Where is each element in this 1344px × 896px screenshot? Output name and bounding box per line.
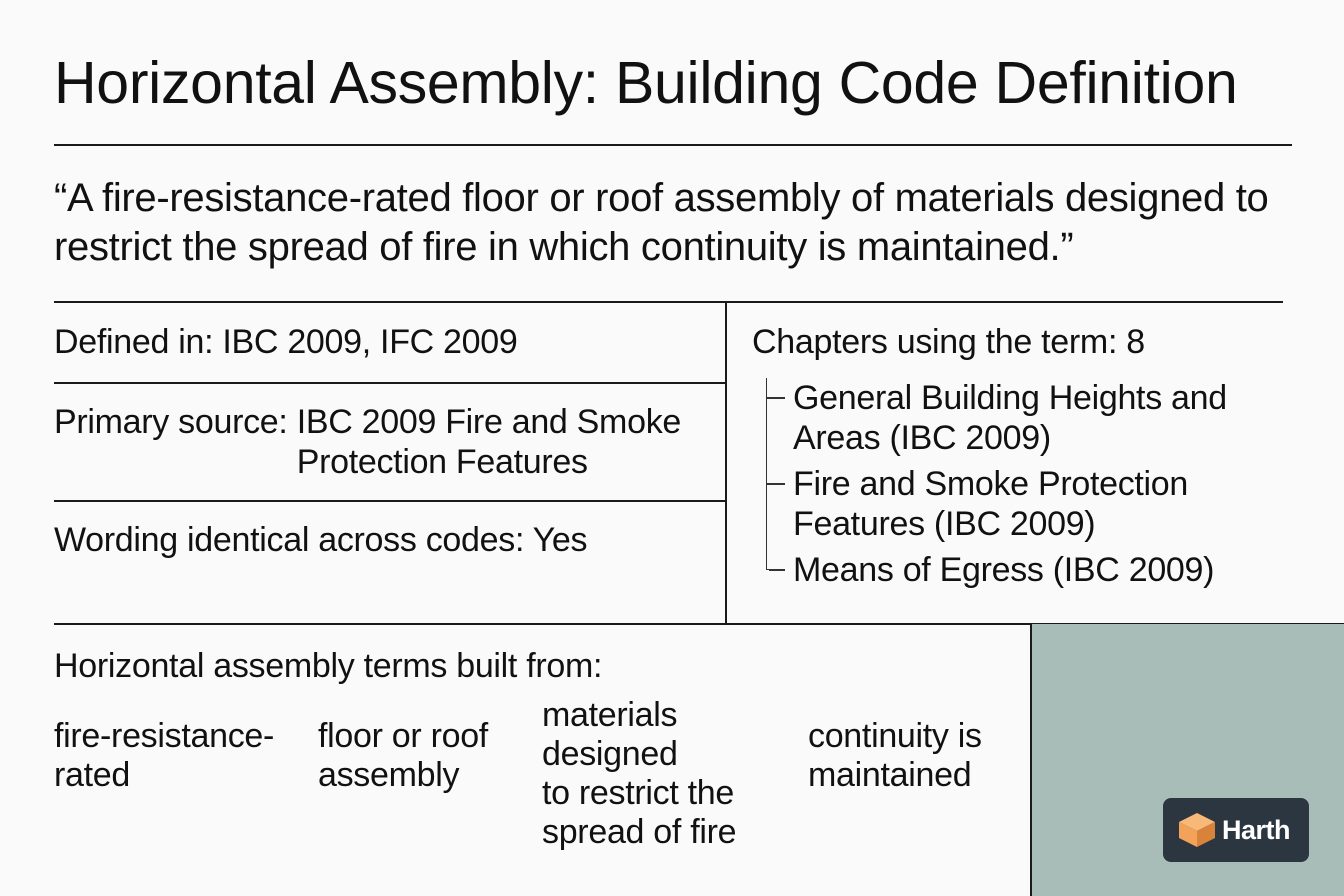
- chapters-heading: Chapters using the term: 8: [752, 323, 1145, 361]
- column-divider: [725, 302, 727, 624]
- field-divider: [54, 500, 726, 502]
- chapters-list: [766, 378, 1287, 596]
- term-line: maintained: [808, 756, 972, 794]
- tree-branch: [767, 483, 785, 485]
- title-divider: [54, 144, 1292, 146]
- terms-label: Horizontal assembly terms built from:: [54, 647, 603, 685]
- primary-source-value-line: Protection Features: [296, 443, 588, 481]
- term-line: spread of fire: [542, 813, 737, 851]
- primary-source-field: [54, 402, 681, 482]
- chapter-item-line: Fire and Smoke Protection: [793, 465, 1189, 503]
- harth-logo-icon: [1177, 811, 1217, 849]
- page-title: Horizontal Assembly: Building Code Definition: [54, 50, 1238, 116]
- term-continuity-maintained: [808, 717, 1018, 795]
- term-floor-or-roof-assembly: [318, 717, 528, 795]
- primary-source-label: Primary source:: [54, 403, 297, 441]
- term-fire-resistance-rated: [54, 717, 304, 795]
- chapter-item: [767, 378, 1287, 458]
- definition-quote: “A fire-resistance-rated floor or roof assembly of materials designed to restrict the spread of fire in which continuity is maintained.”: [54, 176, 1269, 269]
- term-line: fire-resistance-: [54, 717, 275, 755]
- term-line: to restrict the: [542, 774, 735, 812]
- term-materials-designed: [542, 696, 782, 852]
- chapter-item-line: Features (IBC 2009): [793, 505, 1096, 543]
- term-line: rated: [54, 756, 130, 794]
- primary-source-value-line: IBC 2009 Fire and Smoke: [296, 403, 682, 441]
- tree-branch: [767, 397, 785, 399]
- logo-text: Harth: [1222, 814, 1291, 845]
- chapter-item-line: Areas (IBC 2009): [793, 419, 1051, 457]
- term-line: designed: [542, 735, 678, 773]
- field-divider: [54, 382, 726, 384]
- chapter-item: [767, 464, 1287, 544]
- term-line: materials: [542, 696, 678, 734]
- term-line: assembly: [318, 756, 460, 794]
- term-line: floor or roof: [318, 717, 488, 755]
- chapter-item-line: Means of Egress (IBC 2009): [793, 551, 1215, 589]
- tree-branch: [767, 569, 785, 571]
- harth-logo: [1163, 798, 1309, 862]
- quote-divider: [54, 301, 1283, 303]
- defined-in-field: Defined in: IBC 2009, IFC 2009: [54, 323, 518, 361]
- wording-identical-field: Wording identical across codes: Yes: [54, 521, 588, 559]
- chapter-item-line: General Building Heights and: [793, 379, 1227, 417]
- term-line: continuity is: [808, 717, 982, 755]
- chapter-item: [767, 550, 1287, 590]
- primary-source-value: [297, 402, 681, 482]
